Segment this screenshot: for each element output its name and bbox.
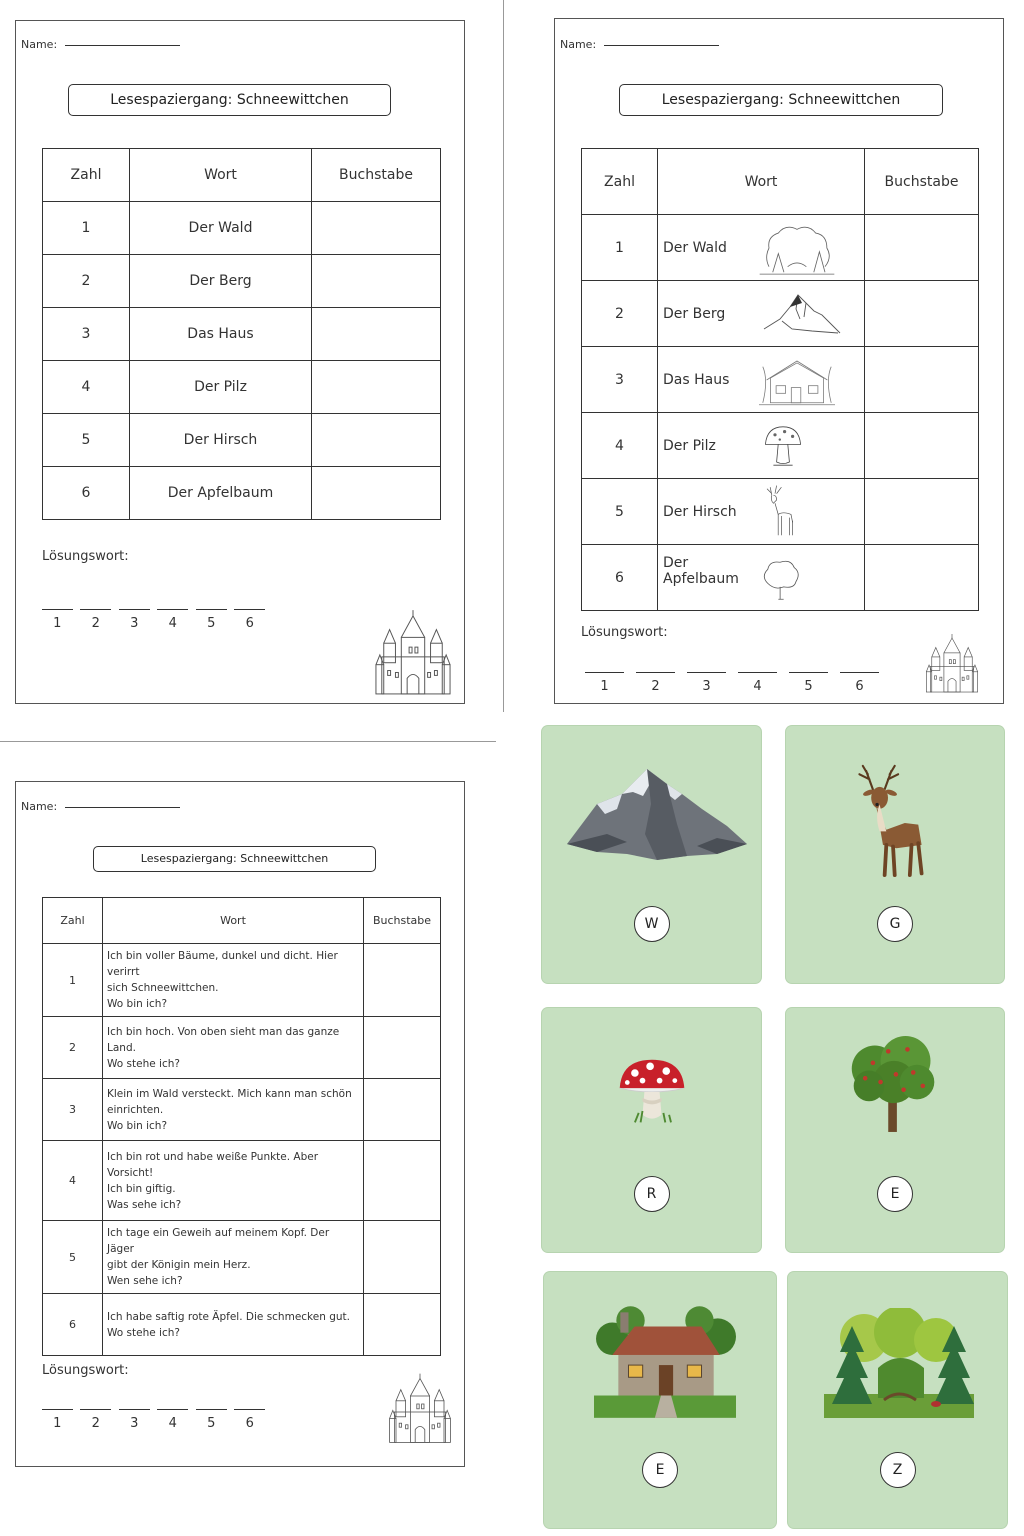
house-icon: [594, 1298, 736, 1420]
worksheet-words-plain: [15, 20, 465, 704]
letter-cell[interactable]: [364, 1294, 441, 1356]
col-word-header: Wort: [103, 898, 364, 944]
riddle-text: Ich bin rot und habe weiße Punkte. Aber Vorsicht! Ich bin giftig. Was sehe ich?: [103, 1141, 364, 1221]
solution-slot[interactable]: 2: [77, 609, 116, 631]
table-row: [43, 361, 441, 414]
col-letter-header: Buchstabe: [865, 149, 979, 215]
table-row: [43, 1017, 441, 1079]
card-letter: W: [634, 906, 670, 942]
table-header: [43, 149, 441, 202]
solution-slot[interactable]: 2: [77, 1409, 116, 1431]
letter-cell[interactable]: [364, 1221, 441, 1294]
row-number: 1: [43, 202, 130, 255]
riddle-table: [42, 897, 441, 1356]
name-label: Name:: [21, 38, 58, 51]
col-letter-header: Buchstabe: [312, 149, 441, 202]
row-word-cell: [658, 281, 865, 347]
card-letter: Z: [880, 1452, 916, 1488]
table-row: [43, 202, 441, 255]
mountain-icon: [567, 764, 747, 864]
letter-cell[interactable]: [865, 215, 979, 281]
station-card-apple-tree[interactable]: [786, 1008, 1004, 1252]
letter-cell[interactable]: [865, 479, 979, 545]
name-blank[interactable]: [65, 807, 180, 808]
table-row: [43, 1141, 441, 1221]
row-word-cell: [658, 479, 865, 545]
card-letter: R: [634, 1176, 670, 1212]
row-number: 6: [43, 1294, 103, 1356]
worksheet-title: Lesespaziergang: Schneewittchen: [619, 84, 943, 116]
deer-icon: [759, 483, 799, 541]
letter-cell[interactable]: [312, 361, 441, 414]
name-label: Name:: [560, 38, 597, 51]
table-row: [582, 413, 979, 479]
letter-cell[interactable]: [865, 347, 979, 413]
row-word: Der Berg: [663, 305, 726, 322]
solution-slot[interactable]: 1: [38, 1409, 77, 1431]
row-word: Der Wald: [130, 202, 312, 255]
row-word: Der Berg: [130, 255, 312, 308]
solution-slot[interactable]: 4: [154, 609, 193, 631]
solution-slot[interactable]: 1: [579, 672, 630, 694]
worksheet-riddles: [15, 781, 465, 1467]
table-row: [43, 467, 441, 520]
col-letter-header: Buchstabe: [364, 898, 441, 944]
row-number: 6: [43, 467, 130, 520]
row-number: 1: [43, 944, 103, 1017]
table-row: [43, 308, 441, 361]
solution-slot[interactable]: 1: [38, 609, 77, 631]
table-row: [43, 414, 441, 467]
col-number-header: Zahl: [43, 898, 103, 944]
worksheet-title: Lesespaziergang: Schneewittchen: [93, 846, 376, 872]
apple-tree-icon: [846, 1030, 942, 1136]
solution-blanks: [579, 672, 885, 694]
mushroom-icon: [759, 422, 807, 470]
letter-cell[interactable]: [312, 308, 441, 361]
table-row: [582, 215, 979, 281]
letter-cell[interactable]: [865, 413, 979, 479]
solution-slot[interactable]: 3: [681, 672, 732, 694]
letter-cell[interactable]: [865, 545, 979, 611]
letter-cell[interactable]: [312, 467, 441, 520]
letter-cell[interactable]: [364, 944, 441, 1017]
row-word: Das Haus: [663, 371, 730, 388]
page-divider: [503, 0, 504, 712]
table-row: [43, 1079, 441, 1141]
row-number: 4: [582, 413, 658, 479]
forest-icon: [759, 220, 835, 276]
row-word: Der Pilz: [130, 361, 312, 414]
col-number-header: Zahl: [582, 149, 658, 215]
riddle-text: Ich bin voller Bäume, dunkel und dicht. Hier verirrt sich Schneewittchen. Wo bin ich?: [103, 944, 364, 1017]
mushroom-icon: [614, 1054, 690, 1130]
row-word-cell: [658, 413, 865, 479]
table-row: [582, 479, 979, 545]
card-letter: E: [877, 1176, 913, 1212]
page-divider: [0, 741, 496, 742]
house-icon: [759, 351, 835, 409]
row-number: 6: [582, 545, 658, 611]
row-word-cell: [658, 545, 865, 611]
riddle-text: Klein im Wald versteckt. Mich kann man schön einrichten. Wo bin ich?: [103, 1079, 364, 1141]
solution-label: Lösungswort:: [42, 1363, 129, 1378]
table-header: [43, 898, 441, 944]
name-label: Name:: [21, 800, 58, 813]
letter-cell[interactable]: [312, 202, 441, 255]
station-card-house[interactable]: [544, 1272, 776, 1528]
station-card-deer[interactable]: [786, 726, 1004, 983]
name-field: [21, 800, 180, 813]
letter-cell[interactable]: [865, 281, 979, 347]
name-field: [21, 38, 180, 51]
col-word-header: Wort: [130, 149, 312, 202]
solution-slot[interactable]: 4: [154, 1409, 193, 1431]
row-word-cell: [658, 347, 865, 413]
castle-icon: [925, 631, 979, 695]
riddle-text: Ich tage ein Geweih auf meinem Kopf. Der Jäger gibt der Königin mein Herz. Wen sehe ich?: [103, 1221, 364, 1294]
table-row: [582, 347, 979, 413]
name-field: [560, 38, 719, 51]
row-word: Der Pilz: [663, 437, 716, 454]
row-word: Der Hirsch: [130, 414, 312, 467]
letter-cell[interactable]: [364, 1141, 441, 1221]
letter-cell[interactable]: [312, 414, 441, 467]
row-word-cell: [658, 215, 865, 281]
station-card-mushroom[interactable]: [542, 1008, 761, 1252]
row-number: 1: [582, 215, 658, 281]
solution-blanks: [38, 609, 269, 631]
word-table: [42, 148, 441, 520]
solution-slot[interactable]: 5: [783, 672, 834, 694]
card-letter: E: [642, 1452, 678, 1488]
solution-slot[interactable]: 3: [115, 609, 154, 631]
riddle-text: Ich habe saftig rote Äpfel. Die schmecken gut. Wo stehe ich?: [103, 1294, 364, 1356]
table-header: [582, 149, 979, 215]
row-number: 3: [43, 308, 130, 361]
col-number-header: Zahl: [43, 149, 130, 202]
card-letter: G: [877, 906, 913, 942]
table-row: [582, 281, 979, 347]
station-card-forest[interactable]: [788, 1272, 1007, 1528]
row-word: Der Apfelbaum: [663, 554, 739, 587]
row-number: 2: [43, 1017, 103, 1079]
forest-icon: [824, 1308, 974, 1418]
letter-cell[interactable]: [364, 1079, 441, 1141]
solution-slot[interactable]: 5: [192, 1409, 231, 1431]
row-number: 5: [43, 1221, 103, 1294]
table-row: [582, 545, 979, 611]
name-blank[interactable]: [65, 45, 180, 46]
table-row: [43, 944, 441, 1017]
worksheet-words-icons: [554, 18, 1004, 704]
letter-cell[interactable]: [312, 255, 441, 308]
solution-blanks: [38, 1409, 269, 1431]
row-number: 3: [43, 1079, 103, 1141]
solution-slot[interactable]: 4: [732, 672, 783, 694]
table-row: [43, 1294, 441, 1356]
word-table: [581, 148, 979, 611]
row-number: 5: [43, 414, 130, 467]
name-blank[interactable]: [604, 45, 719, 46]
castle-icon: [388, 1370, 452, 1446]
deer-icon: [846, 764, 930, 882]
solution-slot[interactable]: 6: [834, 672, 885, 694]
row-number: 4: [43, 361, 130, 414]
solution-label: Lösungswort:: [581, 625, 668, 640]
row-number: 4: [43, 1141, 103, 1221]
row-number: 2: [43, 255, 130, 308]
col-word-header: Wort: [658, 149, 865, 215]
row-word: Das Haus: [130, 308, 312, 361]
apple-tree-icon: [759, 557, 803, 601]
row-word: Der Hirsch: [663, 503, 737, 520]
solution-slot[interactable]: 3: [115, 1409, 154, 1431]
mountain-icon: [759, 289, 845, 339]
worksheet-title: Lesespaziergang: Schneewittchen: [68, 84, 391, 116]
castle-icon: [374, 606, 452, 698]
table-row: [43, 1221, 441, 1294]
row-number: 2: [582, 281, 658, 347]
solution-slot[interactable]: 5: [192, 609, 231, 631]
row-word: Der Apfelbaum: [130, 467, 312, 520]
table-row: [43, 255, 441, 308]
row-word: Der Wald: [663, 239, 727, 256]
solution-label: Lösungswort:: [42, 549, 129, 564]
solution-slot[interactable]: 6: [231, 1409, 270, 1431]
row-number: 3: [582, 347, 658, 413]
row-number: 5: [582, 479, 658, 545]
riddle-text: Ich bin hoch. Von oben sieht man das ganze Land. Wo stehe ich?: [103, 1017, 364, 1079]
letter-cell[interactable]: [364, 1017, 441, 1079]
station-card-mountain[interactable]: [542, 726, 761, 983]
solution-slot[interactable]: 2: [630, 672, 681, 694]
solution-slot[interactable]: 6: [231, 609, 270, 631]
